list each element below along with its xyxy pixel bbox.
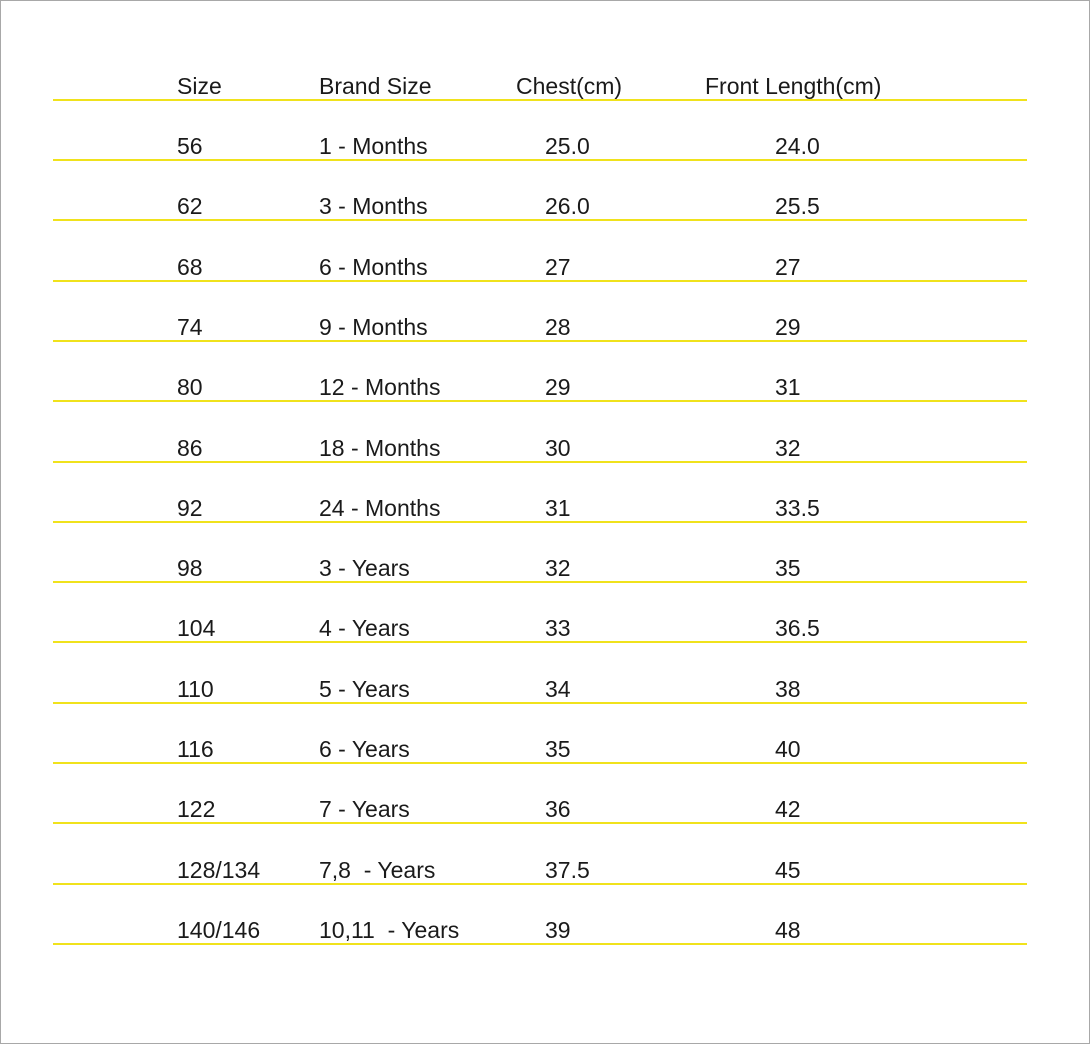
cell-size: 104: [177, 615, 216, 641]
cell-chest: 37.5: [545, 857, 590, 883]
row-divider: [53, 159, 1027, 161]
row-divider: [53, 461, 1027, 463]
cell-front-length: 25.5: [775, 193, 820, 219]
cell-brand-size: 1 - Months: [319, 133, 428, 159]
cell-size: 92: [177, 495, 203, 521]
cell-front-length: 33.5: [775, 495, 820, 521]
cell-front-length: 36.5: [775, 615, 820, 641]
table-row: [0, 362, 1090, 402]
cell-front-length: 31: [775, 374, 801, 400]
cell-front-length: 27: [775, 254, 801, 280]
row-divider: [53, 702, 1027, 704]
cell-front-length: 29: [775, 314, 801, 340]
row-divider: [53, 280, 1027, 282]
cell-chest: 30: [545, 435, 571, 461]
cell-brand-size: 18 - Months: [319, 435, 441, 461]
row-divider: [53, 822, 1027, 824]
row-divider: [53, 641, 1027, 643]
cell-size: 62: [177, 193, 203, 219]
row-divider: [53, 762, 1027, 764]
cell-front-length: 48: [775, 917, 801, 943]
cell-front-length: 42: [775, 796, 801, 822]
cell-chest: 35: [545, 736, 571, 762]
table-row: [0, 242, 1090, 282]
cell-front-length: 32: [775, 435, 801, 461]
table-row: [0, 905, 1090, 945]
table-row: [0, 483, 1090, 523]
cell-brand-size: 4 - Years: [319, 615, 410, 641]
table-row: [0, 664, 1090, 704]
table-row: [0, 121, 1090, 161]
cell-chest: 28: [545, 314, 571, 340]
table-row: [0, 181, 1090, 221]
table-row: [0, 845, 1090, 885]
cell-size: 122: [177, 796, 216, 822]
cell-size: 74: [177, 314, 203, 340]
cell-size: 116: [177, 736, 214, 762]
cell-chest: 25.0: [545, 133, 590, 159]
table-row: [0, 423, 1090, 463]
cell-chest: 27: [545, 254, 571, 280]
cell-chest: 32: [545, 555, 571, 581]
table-row: [0, 543, 1090, 583]
cell-brand-size: 3 - Months: [319, 193, 428, 219]
cell-brand-size: 7,8 - Years: [319, 857, 436, 883]
row-divider: [53, 883, 1027, 885]
row-divider: [53, 943, 1027, 945]
cell-brand-size: 3 - Years: [319, 555, 410, 581]
row-divider: [53, 99, 1027, 101]
header-chest: Chest(cm): [516, 73, 623, 99]
header-front-length: Front Length(cm): [705, 73, 882, 99]
cell-chest: 39: [545, 917, 571, 943]
header-size: Size: [177, 73, 222, 99]
cell-chest: 34: [545, 676, 571, 702]
cell-size: 56: [177, 133, 203, 159]
cell-size: 110: [177, 676, 214, 702]
row-divider: [53, 219, 1027, 221]
cell-size: 68: [177, 254, 203, 280]
cell-chest: 26.0: [545, 193, 590, 219]
cell-brand-size: 10,11 - Years: [319, 917, 460, 943]
cell-size: 128/134: [177, 857, 261, 883]
cell-chest: 31: [545, 495, 571, 521]
cell-chest: 29: [545, 374, 571, 400]
cell-size: 80: [177, 374, 203, 400]
cell-brand-size: 24 - Months: [319, 495, 441, 521]
cell-chest: 33: [545, 615, 571, 641]
header-row: [0, 61, 1090, 101]
table-row: [0, 302, 1090, 342]
cell-size: 86: [177, 435, 203, 461]
cell-front-length: 38: [775, 676, 801, 702]
table-row: [0, 784, 1090, 824]
table-row: [0, 724, 1090, 764]
cell-brand-size: 6 - Years: [319, 736, 410, 762]
row-divider: [53, 340, 1027, 342]
cell-brand-size: 7 - Years: [319, 796, 410, 822]
row-divider: [53, 400, 1027, 402]
row-divider: [53, 581, 1027, 583]
table-row: [0, 603, 1090, 643]
cell-brand-size: 12 - Months: [319, 374, 441, 400]
cell-size: 98: [177, 555, 203, 581]
cell-front-length: 24.0: [775, 133, 820, 159]
row-divider: [53, 521, 1027, 523]
cell-brand-size: 9 - Months: [319, 314, 428, 340]
cell-chest: 36: [545, 796, 571, 822]
header-brand-size: Brand Size: [319, 73, 432, 99]
cell-size: 140/146: [177, 917, 261, 943]
cell-brand-size: 6 - Months: [319, 254, 428, 280]
cell-front-length: 45: [775, 857, 801, 883]
cell-brand-size: 5 - Years: [319, 676, 410, 702]
cell-front-length: 35: [775, 555, 801, 581]
cell-front-length: 40: [775, 736, 801, 762]
